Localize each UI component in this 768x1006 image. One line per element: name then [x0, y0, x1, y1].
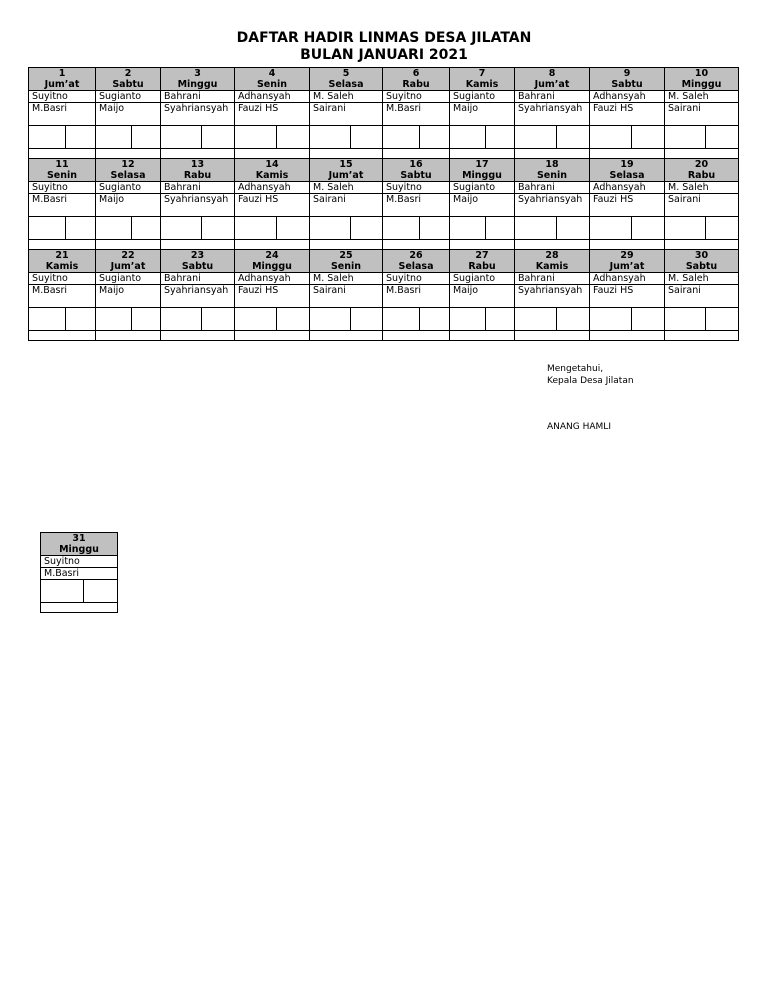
day-header [590, 250, 665, 273]
weekday-label: Senin [330, 261, 362, 272]
weekday-label: Kamis [255, 170, 289, 181]
blank-cell [665, 149, 739, 159]
member-name-1: Suyitno [29, 91, 96, 103]
blank-cell [310, 240, 383, 250]
day-header [665, 159, 739, 182]
day-number: 16 [409, 159, 423, 170]
member-name-2: Syahriansyah [515, 194, 590, 217]
signature-cell[interactable] [515, 217, 590, 240]
blank-cell [235, 149, 310, 159]
member-name-1: M. Saleh [665, 182, 739, 194]
document-title: DAFTAR HADIR LINMAS DESA JILATAN [236, 30, 532, 46]
signature-cell[interactable] [96, 126, 161, 149]
day-number: 3 [194, 68, 201, 79]
member-name-1: Adhansyah [235, 273, 310, 285]
day-header [450, 250, 515, 273]
signature-cell[interactable] [29, 126, 96, 149]
attendance-table [28, 67, 739, 341]
member-name-2: M.Basri [29, 285, 96, 308]
member-name-1: Suyitno [29, 273, 96, 285]
day-number: 31 [72, 533, 86, 544]
weekday-label: Selasa [110, 170, 146, 181]
weekday-label: Jum’at [44, 79, 80, 90]
signature-cell[interactable] [665, 308, 739, 331]
day-number: 12 [121, 159, 135, 170]
signature-cell[interactable] [29, 217, 96, 240]
signature-cell[interactable] [310, 217, 383, 240]
blank-cell [590, 149, 665, 159]
day-number: 20 [694, 159, 709, 170]
blank-cell [450, 149, 515, 159]
day-number: 10 [694, 68, 709, 79]
member-name-2: Maijo [96, 194, 161, 217]
signature-cell[interactable] [161, 308, 235, 331]
member-name-2: Fauzi HS [590, 103, 665, 126]
weekday-label: Sabtu [112, 79, 144, 90]
weekday-label: Sabtu [181, 261, 214, 272]
weekday-label: Senin [536, 170, 568, 181]
weekday-label: Minggu [177, 79, 218, 90]
blank-cell [383, 240, 450, 250]
day-header [96, 250, 161, 273]
member-name-1: Bahrani [515, 182, 590, 194]
member-name-2: Sairani [665, 194, 739, 217]
blank-cell [235, 331, 310, 341]
day-header [29, 250, 96, 273]
day-number: 5 [342, 68, 350, 79]
member-name-1: M. Saleh [665, 91, 739, 103]
acknowledgement-label: Mengetahui, [547, 364, 604, 374]
blank-cell [590, 331, 665, 341]
blank-cell [161, 331, 235, 341]
day-header [235, 159, 310, 182]
day-number: 28 [545, 250, 559, 261]
member-name-2: M.Basri [29, 194, 96, 217]
blank-cell [450, 240, 515, 250]
member-name-1: Adhansyah [590, 91, 665, 103]
signature-cell[interactable] [235, 217, 310, 240]
weekday-label: Jum’at [110, 261, 146, 272]
weekday-label: Senin [256, 79, 288, 90]
weekday-label: Kamis [535, 261, 569, 272]
member-name-2: M.Basri [383, 103, 450, 126]
day-header [450, 68, 515, 91]
signature-cell[interactable] [41, 580, 118, 603]
day-number: 21 [55, 250, 69, 261]
weekday-label: Rabu [402, 79, 430, 90]
blank-cell [515, 240, 590, 250]
weekday-label: Kamis [465, 79, 499, 90]
day-header [665, 68, 739, 91]
blank-cell [665, 240, 739, 250]
member-name-2: Fauzi HS [590, 285, 665, 308]
attendance-table-day-31 [40, 532, 118, 613]
day-number: 23 [190, 250, 205, 261]
day-header [515, 68, 590, 91]
day-header [515, 159, 590, 182]
member-name-1: Suyitno [383, 273, 450, 285]
blank-cell [235, 240, 310, 250]
member-name-1: Adhansyah [590, 273, 665, 285]
signer-position: Kepala Desa Jilatan [547, 376, 634, 386]
member-name-2: Maijo [96, 103, 161, 126]
signature-cell[interactable] [665, 217, 739, 240]
member-name-2: Fauzi HS [235, 285, 310, 308]
document-subtitle: BULAN JANUARI 2021 [300, 47, 468, 63]
weekday-label: Selasa [328, 79, 364, 90]
member-name-1: Sugianto [96, 91, 161, 103]
blank-cell [29, 331, 96, 341]
member-name-1: Adhansyah [235, 91, 310, 103]
signature-cell[interactable] [383, 126, 450, 149]
member-name-1: M. Saleh [665, 273, 739, 285]
day-header [383, 159, 450, 182]
day-number: 14 [265, 159, 279, 170]
signature-cell[interactable] [590, 126, 665, 149]
member-name-2: Fauzi HS [590, 194, 665, 217]
blank-cell [310, 149, 383, 159]
day-header [665, 250, 739, 273]
weekday-label: Minggu [252, 261, 292, 272]
weekday-label: Rabu [468, 261, 496, 272]
day-header [450, 159, 515, 182]
member-name-1: Bahrani [161, 273, 235, 285]
day-header [41, 533, 118, 556]
day-number: 29 [620, 250, 634, 261]
blank-cell [310, 331, 383, 341]
member-name-2: M.Basri [383, 285, 450, 308]
day-header [590, 159, 665, 182]
signature-cell[interactable] [590, 308, 665, 331]
signer-name: ANANG HAMLI [547, 422, 611, 432]
blank-cell [450, 331, 515, 341]
day-header [96, 68, 161, 91]
member-name-1: Sugianto [96, 182, 161, 194]
day-number: 19 [620, 159, 634, 170]
signature-cell[interactable] [450, 217, 515, 240]
day-number: 18 [545, 159, 559, 170]
day-header [383, 68, 450, 91]
signature-cell[interactable] [29, 308, 96, 331]
day-header [310, 159, 383, 182]
weekday-label: Rabu [687, 170, 716, 181]
day-header [29, 68, 96, 91]
weekday-label: Sabtu [685, 261, 718, 272]
signature-cell[interactable] [310, 308, 383, 331]
day-header [383, 250, 450, 273]
signature-cell[interactable] [590, 217, 665, 240]
signature-cell[interactable] [383, 308, 450, 331]
signature-cell[interactable] [450, 308, 515, 331]
day-number: 30 [694, 250, 709, 261]
member-name-2: Syahriansyah [161, 103, 235, 126]
blank-cell [96, 331, 161, 341]
day-number: 26 [409, 250, 423, 261]
weekday-label: Sabtu [611, 79, 643, 90]
member-name-2: Maijo [450, 194, 515, 217]
member-name-1: Suyitno [29, 182, 96, 194]
day-number: 17 [475, 159, 489, 170]
member-name-1: Sugianto [450, 273, 515, 285]
member-name-1: Suyitno [41, 556, 118, 568]
signature-cell[interactable] [96, 217, 161, 240]
blank-cell [29, 149, 96, 159]
member-name-1: Sugianto [450, 91, 515, 103]
signature-cell[interactable] [161, 217, 235, 240]
day-number: 11 [55, 159, 69, 170]
blank-cell [29, 240, 96, 250]
weekday-label: Jum’at [328, 170, 364, 181]
member-name-2: M.Basri [383, 194, 450, 217]
member-name-2: Fauzi HS [235, 194, 310, 217]
weekday-label: Jum’at [534, 79, 570, 90]
day-header [161, 250, 235, 273]
blank-cell [161, 240, 235, 250]
member-name-2: Syahriansyah [161, 285, 235, 308]
weekday-label: Minggu [462, 170, 502, 181]
day-number: 27 [475, 250, 489, 261]
member-name-1: Sugianto [96, 273, 161, 285]
member-name-2: Sairani [310, 103, 383, 126]
day-number: 15 [339, 159, 353, 170]
member-name-1: M. Saleh [310, 273, 383, 285]
member-name-1: Bahrani [515, 91, 590, 103]
signature-cell[interactable] [515, 308, 590, 331]
member-name-1: Adhansyah [235, 182, 310, 194]
member-name-1: M. Saleh [310, 91, 383, 103]
member-name-1: Bahrani [161, 182, 235, 194]
weekday-label: Minggu [59, 544, 99, 555]
blank-cell [383, 149, 450, 159]
member-name-1: Bahrani [515, 273, 590, 285]
member-name-2: M.Basri [41, 568, 118, 580]
day-header [310, 250, 383, 273]
blank-cell [665, 331, 739, 341]
member-name-1: Adhansyah [590, 182, 665, 194]
blank-cell [590, 240, 665, 250]
member-name-2: Sairani [310, 194, 383, 217]
day-header [96, 159, 161, 182]
member-name-1: Suyitno [383, 182, 450, 194]
signature-cell[interactable] [235, 126, 310, 149]
member-name-2: Syahriansyah [515, 285, 590, 308]
signature-cell[interactable] [310, 126, 383, 149]
weekday-label: Minggu [681, 79, 722, 90]
day-number: 6 [412, 68, 420, 79]
signature-cell[interactable] [161, 126, 235, 149]
member-name-2: Syahriansyah [515, 103, 590, 126]
member-name-2: Maijo [450, 285, 515, 308]
signature-cell[interactable] [665, 126, 739, 149]
day-header [590, 68, 665, 91]
member-name-1: Bahrani [161, 91, 235, 103]
signature-cell[interactable] [383, 217, 450, 240]
member-name-2: Sairani [310, 285, 383, 308]
signature-cell[interactable] [450, 126, 515, 149]
blank-cell [515, 149, 590, 159]
member-name-2: Sairani [665, 285, 739, 308]
day-header [235, 250, 310, 273]
signature-cell[interactable] [515, 126, 590, 149]
weekday-label: Rabu [183, 170, 212, 181]
weekday-label: Senin [46, 170, 78, 181]
member-name-1: M. Saleh [310, 182, 383, 194]
day-number: 4 [268, 68, 276, 79]
day-number: 13 [190, 159, 205, 170]
member-name-1: Sugianto [450, 182, 515, 194]
weekday-label: Selasa [398, 261, 434, 272]
member-name-2: Syahriansyah [161, 194, 235, 217]
blank-cell [96, 240, 161, 250]
day-header [29, 159, 96, 182]
day-number: 8 [548, 68, 556, 79]
member-name-2: M.Basri [29, 103, 96, 126]
day-header [161, 159, 235, 182]
day-number: 22 [121, 250, 135, 261]
weekday-label: Jum’at [609, 261, 645, 272]
blank-cell [96, 149, 161, 159]
day-number: 7 [478, 68, 486, 79]
day-number: 25 [339, 250, 353, 261]
day-header [235, 68, 310, 91]
member-name-2: Maijo [450, 103, 515, 126]
day-number: 24 [265, 250, 279, 261]
weekday-label: Selasa [609, 170, 645, 181]
blank-cell [41, 603, 118, 613]
signature-cell[interactable] [96, 308, 161, 331]
day-header [161, 68, 235, 91]
day-number: 9 [623, 68, 631, 79]
blank-cell [383, 331, 450, 341]
member-name-2: Fauzi HS [235, 103, 310, 126]
blank-cell [161, 149, 235, 159]
blank-cell [515, 331, 590, 341]
member-name-2: Maijo [96, 285, 161, 308]
weekday-label: Kamis [45, 261, 79, 272]
member-name-1: Suyitno [383, 91, 450, 103]
day-number: 2 [124, 68, 132, 79]
day-number: 1 [58, 68, 66, 79]
member-name-2: Sairani [665, 103, 739, 126]
weekday-label: Sabtu [400, 170, 432, 181]
day-header [310, 68, 383, 91]
day-header [515, 250, 590, 273]
signature-cell[interactable] [235, 308, 310, 331]
